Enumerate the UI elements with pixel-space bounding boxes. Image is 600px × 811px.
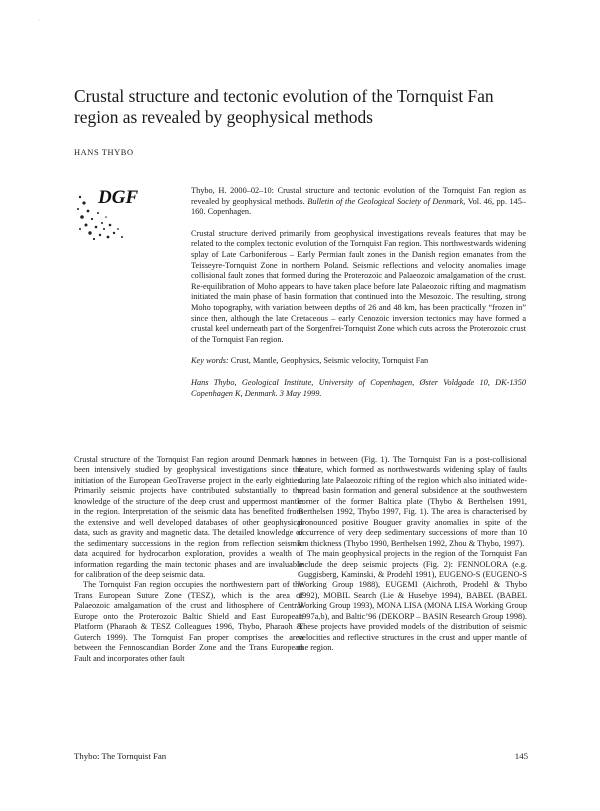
running-footer: Thybo: The Tornquist Fan <box>74 751 167 761</box>
keywords: Key words: Crust, Mantle, Geophysics, Seismic velocity, Tornquist Fan <box>191 356 429 366</box>
body-column-left <box>74 455 303 664</box>
body-column-right <box>298 455 527 654</box>
page-mark: · <box>38 18 40 24</box>
journal-name: Bulletin of the Geological Society of Denmark <box>307 196 464 206</box>
body-paragraph: The main geophysical projects in the region of the Tornquist Fan include the deep seismic projects (Fig. 2): FENNOLORA (e.g. Guggisberg, Kaminski, & Prodehl 1991), EUGENO-S (EUGENO-S Working Group 1988), EUGEMI (Aichroth, Prodehl & Thybo 1992), MOBIL Search (Lie & Husebye 1994), BABEL (BABEL Working Group 1993), MONA LISA (MONA LISA Working Group 1997a,b), and Baltic’96 (DEKORP – BASIN Research Group 1998). These projects have provided models of the distribution of seismic velocities and reflective structures in the crust and upper mantle of the region. <box>298 549 527 653</box>
body-paragraph: The Tornquist Fan region occupies the northwestern part of the Trans European Suture Zone (TESZ), which is the area of Palaeozoic amalgamation of the crust and lithosphere of Central Europe onto the Proterozoic Baltic Shield and East European Platform (Pharaoh & TESZ Colleagues 1996, Thybo, Pharaoh & Guterch 1999). The Tornquist Fan proper comprises the area between the Fennoscandian Border Zone and the Trans European Fault and incorporates other fault <box>74 580 303 663</box>
dgf-logo-icon <box>74 183 146 245</box>
svg-text:DGF: DGF <box>98 187 139 208</box>
author-address: Hans Thybo, Geological Institute, University of Copenhagen, Øster Voldgade 10, DK-1350 Copenhagen K, Denmark. 3 May 1999. <box>191 377 526 398</box>
citation: Thybo, H. 2000–02–10: Crustal structure and tectonic evolution of the Tornquist Fan region as revealed by geophysical methods. Bulletin of the Geological Society of Denmark, Vol. 46, pp. 145–160. Copenhagen. <box>191 186 526 217</box>
abstract-block <box>191 186 526 399</box>
page-number: 145 <box>514 751 528 761</box>
author-name: HANS THYBO <box>74 148 134 157</box>
article-title: Crustal structure and tectonic evolution of the Tornquist Fan region as revealed by geophysical methods <box>74 86 494 127</box>
abstract-text: Crustal structure derived primarily from geophysical investigations reveals features that may be related to the complex tectonic evolution of the Tornquist Fan region. This northwestwards widening splay of Late Carboniferous – Early Permian fault zones in the Danish region emanates from the Teisseyre-Tornquist Zone in northern Poland. Seismic reflections and velocity anomalies image collisional fault zones that formed during the Proterozoic and Palaeozoic amalgamation of the crust. Re-equilibration of Moho appears to have taken place before late Palaeozoic rifting and magmatism initiated the main phase of basin formation that continued into the Mesozoic. The resulting, strong Moho topography, with variation between depths of 26 and 48 km, has been practically “frozen in” since then, although the late Cretaceous – early Cenozoic inversion tectonics may have formed a crustal keel underneath part of the Sorgenfrei-Tornquist Zone which cuts across the Proterozoic crust of the Tornquist Fan region. <box>191 228 526 344</box>
body-paragraph: Crustal structure of the Tornquist Fan region around Denmark has been intensively studied by geophysical investigations since the initiation of the European GeoTraverse project in the early eighties. Primarily seismic projects have contributed substantially to the knowledge of the structure of the deep crust and uppermost mantle in the region. Interpretation of the seismic data has benefited from the extensive and well developed databases of other geophysical data, such as gravity and magnetic data. The detailed knowledge of the sedimentary successions in the region from reflection seismic data acquired for hydrocarbon exploration, provides a wealth of information regarding the main tectonic phases and are invaluable for calibration of the deep seismic data. <box>74 455 303 579</box>
body-paragraph: zones in between (Fig. 1). The Tornquist Fan is a post-collisional feature, which formed as northwestwards widening splay of faults during late Palaeozoic rifting of the region which also initiated wide-spread basin formation and general subsidence at the southwestern corner of the former Baltica plate (Thybo & Berthelsen 1991, Berthelsen 1992, Thybo 1997, Fig. 1). The area is characterised by pronounced positive Bouguer gravity anomalies in spite of the occurrence of very deep sedimentary successions of more than 10 km thickness (Thybo 1990, Berthelsen 1992, Zhou & Thybo, 1997). <box>298 455 528 548</box>
